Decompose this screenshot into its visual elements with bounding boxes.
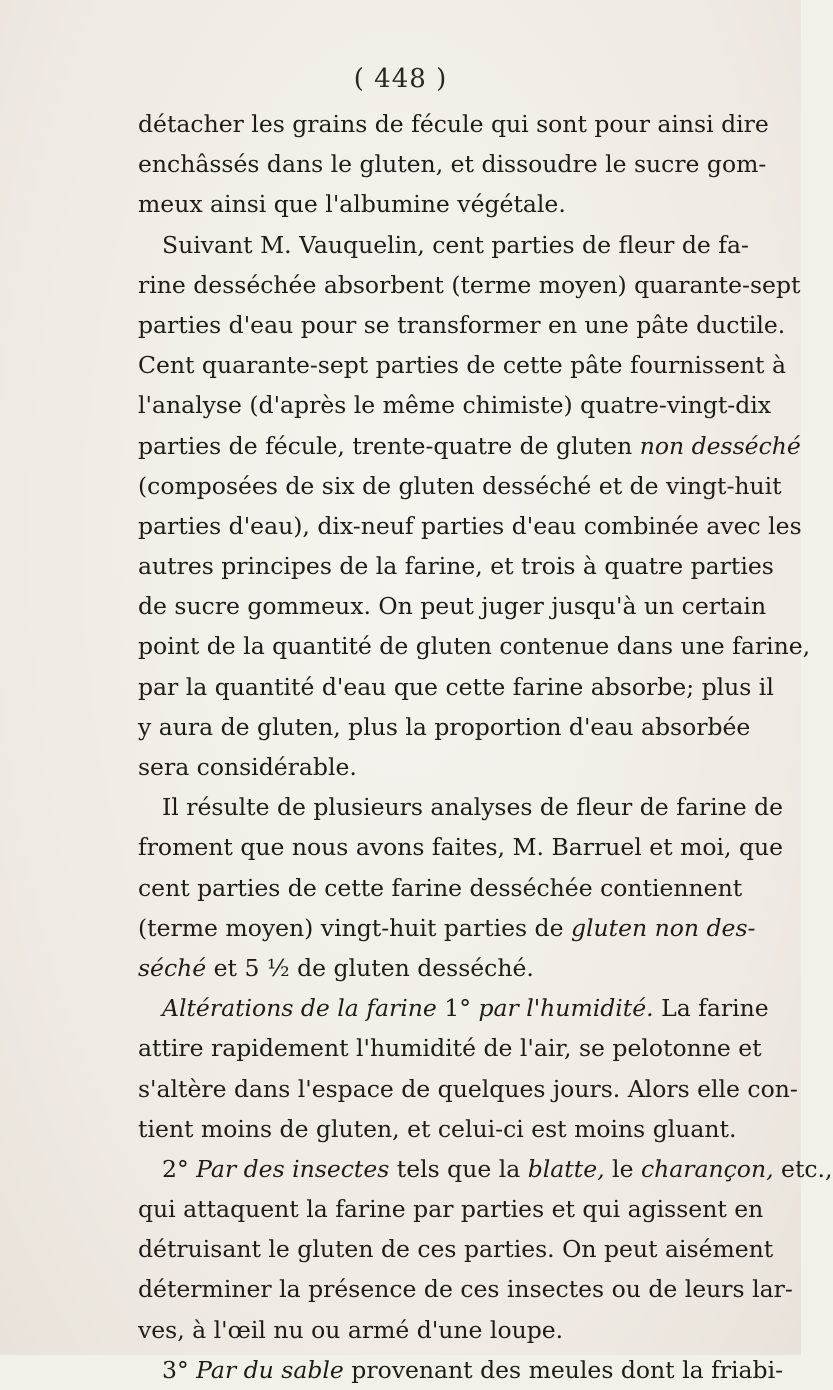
text-line [138, 1350, 784, 1390]
text-line [138, 385, 772, 425]
text-run: 3° [162, 1355, 197, 1384]
text-run: ves, à l'œil nu ou armé d'une loupe. [138, 1315, 564, 1344]
text-line [138, 265, 801, 305]
text-run: rine desséchée absorbent (terme moyen) quarante-sept [138, 270, 801, 299]
text-run: détruisant le gluten de ces parties. On peut aisément [138, 1235, 774, 1264]
page-number: ( 448 ) [353, 64, 448, 94]
text-run: parties de fécule, trente-quatre de gluten [138, 431, 640, 460]
text-line [138, 626, 811, 666]
text-line [138, 184, 698, 224]
text-line [138, 908, 756, 948]
text-line [138, 1069, 798, 1109]
text-run: par la quantité d'eau que cette farine absorbe; plus il [138, 672, 774, 701]
text-line [138, 948, 698, 988]
text-line [138, 988, 769, 1028]
text-run: déterminer la présence de ces insectes ou de leurs lar- [138, 1275, 793, 1304]
text-run: détacher les grains de fécule qui sont pour ainsi dire [138, 110, 769, 138]
italic-text: Altérations de la farine [162, 994, 437, 1023]
text-run: (composées de six de gluten desséché et de vingt-huit [138, 471, 782, 500]
text-run: attire rapidement l'humidité de l'air, se pelotonne et [138, 1034, 762, 1063]
italic-text: par l'humidité. [478, 994, 654, 1023]
text-line [138, 787, 784, 827]
body-text [138, 104, 833, 1390]
text-run: et 5 ½ de gluten desséché. [206, 953, 534, 982]
text-line [138, 466, 782, 506]
text-line [138, 707, 751, 747]
text-line [138, 1310, 698, 1350]
text-line [138, 305, 786, 345]
text-run: sera considérable. [138, 753, 357, 781]
text-run: autres principes de la farine, et trois à quatre parties [138, 552, 774, 581]
text-line [138, 667, 774, 707]
text-run: y aura de gluten, plus la proportion d'eau absorbée [138, 712, 751, 741]
text-run: parties d'eau pour se transformer en une pâte ductile. [138, 310, 786, 339]
text-run: (terme moyen) vingt-huit parties de [138, 913, 571, 942]
text-line [138, 506, 802, 546]
text-run: 1° [436, 994, 479, 1023]
italic-text: blatte, [527, 1154, 605, 1183]
italic-text: gluten non des- [570, 913, 756, 942]
italic-text: Par des insectes [196, 1154, 390, 1183]
text-line [138, 1109, 737, 1149]
italic-text: Par du sable [196, 1355, 344, 1384]
text-run: parties d'eau), dix-neuf parties d'eau combinée avec les [138, 511, 802, 540]
text-run: La farine [653, 994, 769, 1023]
text-run: etc., [773, 1154, 833, 1183]
text-run: tels que la [389, 1154, 528, 1183]
text-line [138, 104, 769, 144]
text-run: qui attaquent la farine par parties et qui agissent en [138, 1195, 764, 1224]
text-line [138, 868, 743, 908]
text-line [138, 1189, 764, 1229]
text-line [138, 546, 774, 586]
text-run: s'altère dans l'espace de quelques jours. Alors elle con- [138, 1074, 798, 1103]
text-run: meux ainsi que l'albumine végétale. [138, 190, 566, 219]
text-run: Il résulte de plusieurs analyses de fleur de farine de [162, 793, 784, 822]
text-run: cent parties de cette farine desséchée contiennent [138, 873, 743, 902]
text-line [138, 225, 749, 265]
text-run: point de la quantité de gluten contenue dans une farine, [138, 632, 811, 661]
text-run: l'analyse (d'après le même chimiste) quatre-vingt-dix [138, 391, 772, 420]
text-run: froment que nous avons faites, M. Barruel et moi, que [138, 833, 784, 862]
text-line [138, 586, 767, 626]
italic-text: séché [138, 953, 207, 982]
text-line [138, 827, 784, 867]
text-run: Cent quarante-sept parties de cette pâte fournissent à [138, 351, 786, 380]
text-run: 2° [162, 1154, 197, 1183]
italic-text: charançon, [640, 1154, 774, 1183]
text-run: de sucre gommeux. On peut juger jusqu'à un certain [138, 592, 767, 621]
text-line [138, 345, 786, 385]
italic-text: non desséché [639, 431, 801, 460]
text-run: Suivant M. Vauquelin, cent parties de fleur de fa- [162, 230, 749, 259]
text-line [138, 426, 801, 466]
text-line [138, 1229, 774, 1269]
text-line [138, 144, 767, 184]
text-run: le [604, 1154, 641, 1183]
text-run: tient moins de gluten, et celui-ci est moins gluant. [138, 1114, 737, 1143]
text-run: provenant des meules dont la friabi- [343, 1355, 784, 1384]
text-run: enchâssés dans le gluten, et dissoudre le sucre gom- [138, 150, 767, 179]
text-line [138, 1149, 833, 1189]
text-line [138, 747, 698, 787]
text-line [138, 1028, 762, 1068]
text-line [138, 1269, 793, 1309]
